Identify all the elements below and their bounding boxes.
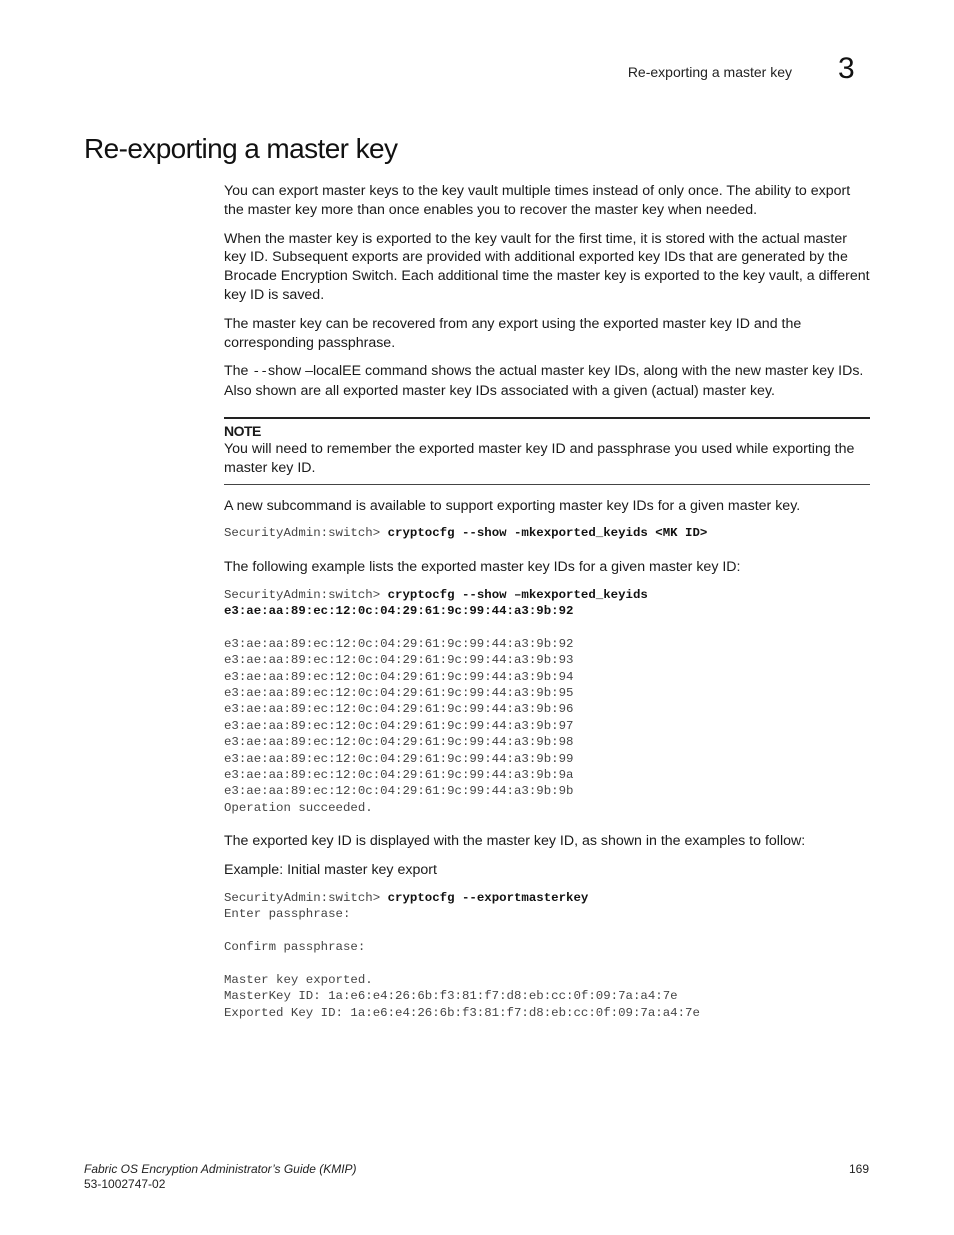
code-block-syntax: [224, 525, 870, 541]
note-text: You will need to remember the exported master key ID and passphrase you used while exporting the master key ID.: [224, 440, 855, 476]
code-prompt: SecurityAdmin:switch>: [224, 890, 388, 905]
running-head-title: Re-exporting a master key: [627, 64, 792, 80]
code-line-enter: Enter passphrase:: [224, 907, 351, 922]
code-output-line: e3:ae:aa:89:ec:12:0c:04:29:61:9c:99:44:a3:9b:94: [224, 669, 574, 684]
paragraph-display-note: The exported key ID is displayed with the master key ID, as shown in the examples to follow:: [224, 833, 806, 850]
code-output-line: e3:ae:aa:89:ec:12:0c:04:29:61:9c:99:44:a3:9b:93: [224, 653, 574, 668]
footer-page-number: 169: [848, 1162, 869, 1176]
option-show: show: [268, 363, 302, 380]
code-line-masterkey: MasterKey ID: 1a:e6:e4:26:6b:f3:81:f7:d8:eb:cc:0f:09:7a:a4:7e: [224, 989, 678, 1004]
code-command: cryptocfg --exportmasterkey: [387, 890, 589, 905]
paragraph-show-localee: [224, 362, 870, 401]
note-label: NOTE: [224, 422, 261, 439]
code-output-line: e3:ae:aa:89:ec:12:0c:04:29:61:9c:99:44:a3:9b:95: [224, 686, 574, 700]
option-dashes: --: [252, 364, 268, 380]
code-command-line2: e3:ae:aa:89:ec:12:0c:04:29:61:9c:99:44:a3:9b:92: [224, 603, 574, 618]
code-output-line: e3:ae:aa:89:ec:12:0c:04:29:61:9c:99:44:a3:9b:9b: [224, 784, 574, 799]
section-title: Re-exporting a master key: [84, 133, 398, 164]
section-body: [224, 182, 870, 1037]
paragraph-recovery: The master key can be recovered from any export using the exported master key ID and the corresponding passphrase.: [224, 315, 802, 351]
code-output-line: e3:ae:aa:89:ec:12:0c:04:29:61:9c:99:44:a3:9b:96: [224, 702, 574, 717]
code-line-exportedkey: Exported Key ID: 1a:e6:e4:26:6b:f3:81:f7:d8:eb:cc:0f:09:7a:a4:7e: [224, 1005, 700, 1020]
paragraph-intro: You can export master keys to the key vault multiple times instead of only once. The ability to export the master key more than once enables you to recover the master key when needed.: [224, 183, 851, 218]
code-block-export: [224, 890, 870, 1021]
code-block-list-keyids: [224, 587, 870, 817]
code-line-exported: Master key exported.: [224, 972, 373, 987]
text-rest: command shows the actual master key IDs, along with the new master key IDs. Also shown are all exported master key IDs associated with a given (actual) master key.: [224, 363, 864, 400]
text-the: The: [224, 363, 253, 380]
option-separator: –: [301, 363, 313, 380]
paragraph-example-list: The following example lists the exported master key IDs for a given master key ID:: [224, 558, 741, 575]
code-output-line: e3:ae:aa:89:ec:12:0c:04:29:61:9c:99:44:a3:9b:98: [224, 735, 574, 750]
code-prompt: SecurityAdmin:switch>: [224, 587, 388, 602]
code-prompt: SecurityAdmin:switch>: [224, 526, 388, 541]
footer-doc-info: [84, 1162, 357, 1192]
code-output-line: e3:ae:aa:89:ec:12:0c:04:29:61:9c:99:44:a3:9b:9a: [224, 768, 574, 783]
code-command-line1: cryptocfg --show –mkexported_keyids: [387, 587, 648, 602]
code-output-line: e3:ae:aa:89:ec:12:0c:04:29:61:9c:99:44:a3:9b:97: [224, 718, 574, 733]
option-localee: localEE: [312, 363, 362, 380]
chapter-number: 3: [838, 52, 855, 85]
paragraph-first-export: When the master key is exported to the key vault for the first time, it is stored with the actual master key ID. Subsequent exports are provided with additional exported key IDs that are generated by the Brocade Encryption Switch. Each additional time the master key is exported to the key vault, a different key ID is saved.: [224, 230, 870, 303]
note-box: [224, 417, 870, 485]
code-output-line: e3:ae:aa:89:ec:12:0c:04:29:61:9c:99:44:a3:9b:92: [224, 636, 574, 651]
code-line-confirm: Confirm passphrase:: [224, 940, 366, 955]
footer-doc-title: Fabric OS Encryption Administrator’s Guide (KMIP): [84, 1162, 357, 1176]
paragraph-example-heading: Example: Initial master key export: [224, 862, 437, 879]
footer-doc-number: 53-1002747-02: [84, 1177, 166, 1191]
code-output-line: e3:ae:aa:89:ec:12:0c:04:29:61:9c:99:44:a3:9b:99: [224, 751, 574, 766]
code-output-status: Operation succeeded.: [224, 800, 373, 815]
code-command: cryptocfg --show -mkexported_keyids <MK ID>: [387, 526, 708, 541]
paragraph-subcommand: A new subcommand is available to support exporting master key IDs for a given master key.: [224, 497, 801, 514]
